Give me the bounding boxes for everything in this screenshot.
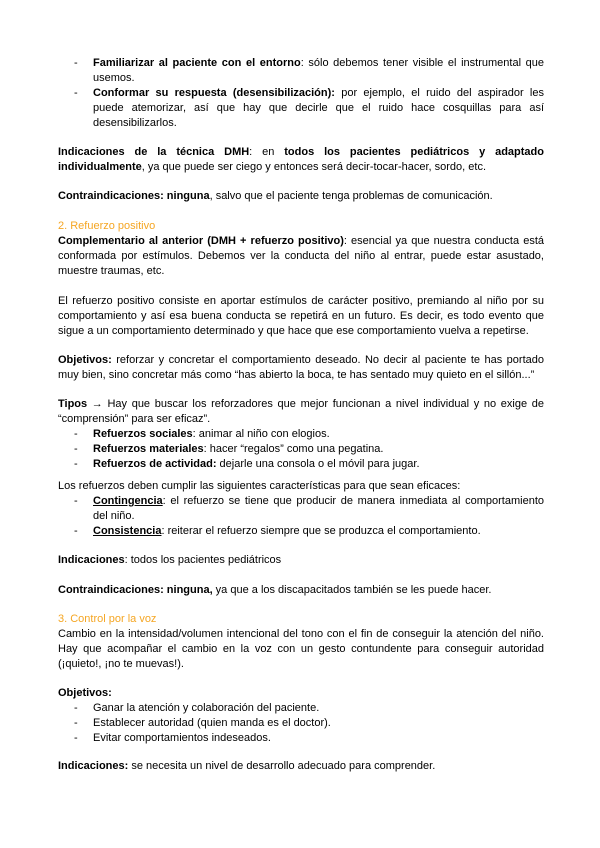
dmh-indications: Indicaciones de la técnica DMH: en todos los pacientes pediátricos y adaptado individualmente, ya que puede ser ciego y entonces será decir-tocar-hacer, sordo, etc. (58, 146, 544, 173)
section-2-paragraph: El refuerzo positivo consiste en aportar estímulos de carácter positivo, premiando al niño por su comportamiento y así esa buena conducta se repetirá en un futuro. Es decir, es todo evento que sigue a un comportamiento determinado y que hace que ese comportamiento vuelva a repetirse. (58, 295, 544, 337)
dmh-contraindications: Contraindicaciones: ninguna, salvo que el paciente tenga problemas de comunicación. (58, 190, 493, 202)
section-3-objetivos: Objetivos: - Ganar la atención y colaboración del paciente. - Establecer autoridad (quien manda es el doctor). - Evitar comportamientos indeseados. (58, 686, 544, 746)
list-item: - Contingencia: el refuerzo se tiene que producir de manera inmediata al comportamiento del niño. (74, 495, 544, 522)
section-3-heading: 3. Control por la voz (58, 613, 157, 625)
section-2-indicaciones: Indicaciones: todos los pacientes pediátricos (58, 554, 282, 566)
list-item: - Evitar comportamientos indeseados. (74, 732, 271, 744)
top-list (58, 56, 544, 131)
section-2-intro: Complementario al anterior (DMH + refuerzo positivo): esencial ya que nuestra conducta está conformada por estímulos. Debemos ver la conducta del niño al entrar, puede estar asustado, muestre traumas, etc. (58, 235, 544, 277)
list-item: - Consistencia: reiterar el refuerzo siempre que se produzca el comportamiento. (74, 525, 481, 537)
list-item: - Ganar la atención y colaboración del paciente. (74, 702, 320, 714)
list-item: - Refuerzos materiales: hacer “regalos” como una pegatina. (74, 443, 384, 455)
list-item: - Establecer autoridad (quien manda es el doctor). (74, 717, 331, 729)
section-2-caracteristicas: Los refuerzos deben cumplir las siguientes características para que sean eficaces: - Contingencia: el refuerzo se tiene que producir de manera inmediata al comportamiento del niño. - Consistencia: reiterar el refuerzo siempre que se produzca el comportamiento. (58, 480, 544, 537)
list-item: - Refuerzos sociales: animar al niño con elogios. (74, 428, 330, 440)
section-3-paragraph: Cambio en la intensidad/volumen intencional del tono con el fin de conseguir la atención del niño. Hay que acompañar el cambio en la voz con un gesto contundente para conseguir autoridad (¡quieto!, ¡no te muevas!). (58, 628, 544, 670)
section-2-contraindicaciones: Contraindicaciones: ninguna, ya que a los discapacitados también se les puede hacer. (58, 584, 492, 596)
section-2-tipos: Tipos → Hay que buscar los reforzadores que mejor funcionan a nivel individual y no exige de “comprensión” para ser eficaz”. - Refuerzos sociales: animar al niño con elogios. - Refuerzos materiales: hacer “regalos” como una pegatina. - Refuerzos de actividad: dejarle una consola o el móvil para jugar. (58, 398, 544, 470)
section-2-heading: 2. Refuerzo positivo (58, 220, 156, 232)
list-item: - Familiarizar al paciente con el entorno: sólo debemos tener visible el instrumental que usemos. (74, 57, 544, 84)
list-item: - Refuerzos de actividad: dejarle una consola o el móvil para jugar. (74, 458, 420, 470)
section-3-indicaciones: Indicaciones: se necesita un nivel de desarrollo adecuado para comprender. (58, 760, 436, 772)
section-2-objetivos: Objetivos: reforzar y concretar el comportamiento deseado. No decir al paciente te has portado muy bien, sino concretar más como “has abierto la boca, te has sentado muy quieto en el sillón...” (58, 354, 544, 381)
list-item: - Conformar su respuesta (desensibilización): por ejemplo, el ruido del aspirador les puede atemorizar, así que hay que decirle que el ruido hace cosquillas para así desensibilizarlos. (74, 87, 544, 129)
